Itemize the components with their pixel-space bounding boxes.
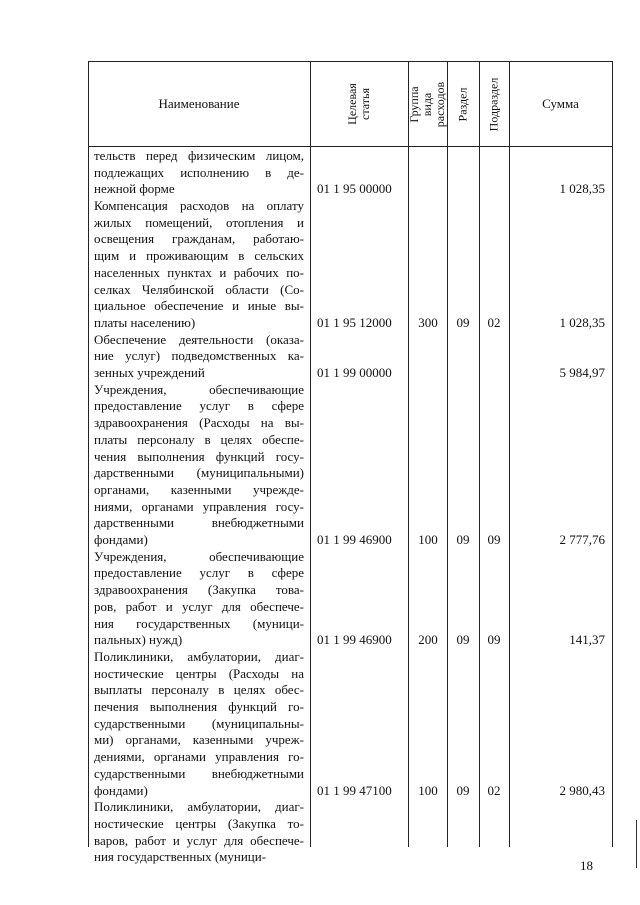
- name-line: Компенсация расходов на оплату: [94, 198, 304, 214]
- row-sum: 141,37: [569, 632, 605, 648]
- name-line: нежной форме: [94, 181, 175, 197]
- name-line: ния государственных (муници-: [94, 615, 304, 631]
- name-line: подлежащих исполнению в де-: [94, 164, 304, 180]
- name-line: сударственными внебюджетными: [94, 765, 304, 781]
- row-group: 100: [418, 782, 438, 798]
- row-section: 09: [456, 532, 470, 548]
- name-line: пальных) нужд): [94, 632, 183, 648]
- name-line: Учреждения, обеспечивающие: [94, 548, 304, 564]
- row-sum: 2 980,43: [559, 782, 605, 798]
- name-line: органами, казенными учрежде-: [94, 481, 304, 497]
- row-group: 300: [418, 315, 438, 330]
- row-name: [94, 198, 304, 332]
- name-line: селках Челябинской области (Со-: [94, 281, 304, 297]
- name-line: ниями, органами управления госу-: [94, 498, 304, 514]
- name-line: циальное обеспечение и иные вы-: [94, 298, 304, 314]
- header-target: Целевая статья: [345, 83, 372, 125]
- name-line: населенных пунктах и рабочих по-: [94, 264, 304, 280]
- name-line: тельств перед физическим лицом,: [94, 148, 304, 163]
- row-sum: 1 028,35: [559, 181, 605, 197]
- column-divider: [310, 61, 311, 847]
- name-line: зенных учреждений: [94, 365, 205, 381]
- column-divider: [447, 61, 448, 847]
- name-line: ми) органами, казенными учреж-: [94, 732, 304, 748]
- name-line: Учреждения, обеспечивающие: [94, 381, 304, 397]
- name-line: предоставление услуг в сфере: [94, 398, 304, 414]
- row-name: [94, 148, 304, 198]
- row-sum: 1 028,35: [559, 315, 605, 330]
- name-line: ров, работ и услуг для обеспече-: [94, 598, 304, 614]
- scan-edge-mark: [636, 820, 637, 868]
- name-line: дениями, органами управления го-: [94, 749, 304, 765]
- row-target-code: 01 1 99 46900: [317, 532, 392, 548]
- row-group: 200: [418, 632, 438, 648]
- row-name: [94, 649, 304, 799]
- header-sum: Сумма: [542, 96, 579, 111]
- name-line: щим и проживающим в сельских: [94, 248, 304, 264]
- row-target-code: 01 1 95 00000: [317, 181, 392, 197]
- name-line: здравоохранения (Расходы на вы-: [94, 415, 304, 431]
- name-line: сударственными (муниципальны-: [94, 715, 304, 731]
- row-sum: 5 984,97: [559, 365, 605, 381]
- name-line: дарственными внебюджетными: [94, 515, 304, 531]
- column-divider: [509, 61, 510, 847]
- header-separator: [88, 146, 612, 147]
- row-name: [94, 799, 304, 866]
- name-line: фондами): [94, 531, 148, 547]
- name-line: ния государственных (муници-: [94, 849, 267, 865]
- header-subsection: Подраздел: [486, 77, 501, 131]
- row-section: 09: [456, 315, 470, 330]
- name-line: Поликлиники, амбулатории, диаг-: [94, 649, 304, 664]
- name-line: фондами): [94, 782, 148, 798]
- column-divider: [408, 61, 409, 847]
- row-sum: 2 777,76: [559, 532, 605, 548]
- name-line: предоставление услуг в сфере: [94, 565, 304, 581]
- row-subsection: 02: [487, 315, 501, 330]
- row-section: 09: [456, 782, 470, 798]
- row-name: [94, 549, 304, 649]
- table-right-border: [612, 61, 613, 847]
- header-name: Наименование: [158, 96, 240, 111]
- row-subsection: 09: [487, 532, 501, 548]
- header-group: Группа вида расходов: [407, 81, 447, 127]
- name-line: здравоохранения (Закупка това-: [94, 582, 304, 598]
- table-left-border: [88, 61, 89, 847]
- row-group: 100: [418, 532, 438, 548]
- name-line: чения выполнения функций госу-: [94, 448, 304, 464]
- row-section: 09: [456, 632, 470, 648]
- name-line: жилых помещений, отопления и: [94, 214, 304, 230]
- row-target-code: 01 1 99 46900: [317, 632, 392, 648]
- header-section: Раздел: [455, 87, 470, 121]
- row-target-code: 01 1 99 00000: [317, 365, 392, 381]
- name-line: ние услуг) подведомственных ка-: [94, 348, 304, 364]
- row-subsection: 02: [487, 782, 501, 798]
- row-subsection: 09: [487, 632, 501, 648]
- row-name: [94, 382, 304, 549]
- column-divider: [479, 61, 480, 847]
- name-line: варов, работ и услуг для обеспече-: [94, 832, 304, 848]
- name-line: платы персоналу в целях обеспе-: [94, 431, 304, 447]
- row-target-code: 01 1 99 47100: [317, 782, 392, 798]
- name-line: платы населению): [94, 314, 196, 330]
- name-line: дарственными (муниципальными): [94, 465, 304, 481]
- name-line: выплаты персоналу в целях обес-: [94, 682, 304, 698]
- name-line: ностические центры (Расходы на: [94, 665, 304, 681]
- name-line: печения выполнения функций го-: [94, 699, 304, 715]
- name-line: освещения гражданам, работаю-: [94, 231, 304, 247]
- name-line: Поликлиники, амбулатории, диаг-: [94, 799, 304, 815]
- page-number: 18: [580, 858, 593, 873]
- row-target-code: 01 1 95 12000: [317, 315, 392, 330]
- name-line: Обеспечение деятельности (оказа-: [94, 331, 304, 347]
- row-name: [94, 332, 304, 382]
- name-line: ностические центры (Закупка то-: [94, 815, 304, 831]
